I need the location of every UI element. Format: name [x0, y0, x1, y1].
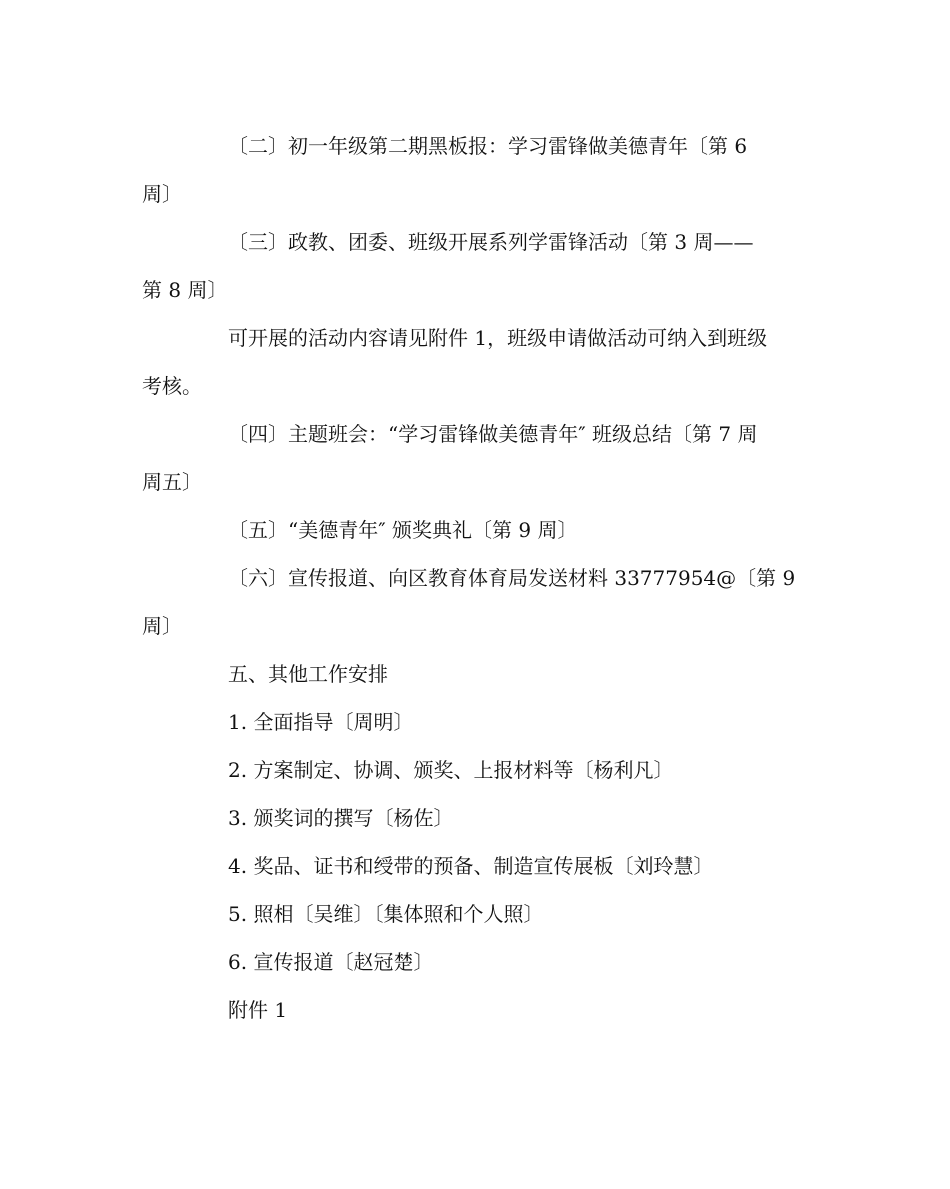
list-item: 4. 奖品、证书和绶带的预备、制造宣传展板〔刘玲慧〕 [228, 854, 714, 878]
list-item: 5. 照相〔吴维〕〔集体照和个人照〕 [228, 902, 544, 926]
paragraph-line: 可开展的活动内容请见附件 1，班级申请做活动可纳入到班级 [228, 326, 768, 350]
paragraph-line: 考核。 [142, 374, 202, 398]
paragraph-line: 〔五〕“美德青年″ 颁奖典礼〔第 9 周〕 [228, 518, 578, 542]
paragraph-line: 周五〕 [142, 470, 202, 494]
document-body [142, 126, 810, 1038]
paragraph-line: 周〕 [142, 614, 182, 638]
paragraph-line: 周〕 [142, 182, 182, 206]
paragraph-line: 〔二〕初一年级第二期黑板报：学习雷锋做美德青年〔第 6 [228, 134, 748, 158]
list-item: 1. 全面指导〔周明〕 [228, 710, 414, 734]
paragraph-line: 第 8 周〕 [142, 278, 228, 302]
paragraph-line: 〔三〕政教、团委、班级开展系列学雷锋活动〔第 3 周—— [228, 230, 754, 254]
paragraph-line: 〔四〕主题班会：“学习雷锋做美德青年″ 班级总结〔第 7 周 [228, 422, 758, 446]
list-item: 6. 宣传报道〔赵冠楚〕 [228, 950, 434, 974]
list-item: 3. 颁奖词的撰写〔杨佐〕 [228, 806, 454, 830]
list-item: 2. 方案制定、协调、颁奖、上报材料等〔杨利凡〕 [228, 758, 674, 782]
section-heading: 五、其他工作安排 [228, 662, 388, 686]
paragraph-line: 〔六〕宣传报道、向区教育体育局发送材料 33777954@〔第 9 [228, 566, 796, 590]
attachment-label: 附件 1 [228, 998, 288, 1022]
